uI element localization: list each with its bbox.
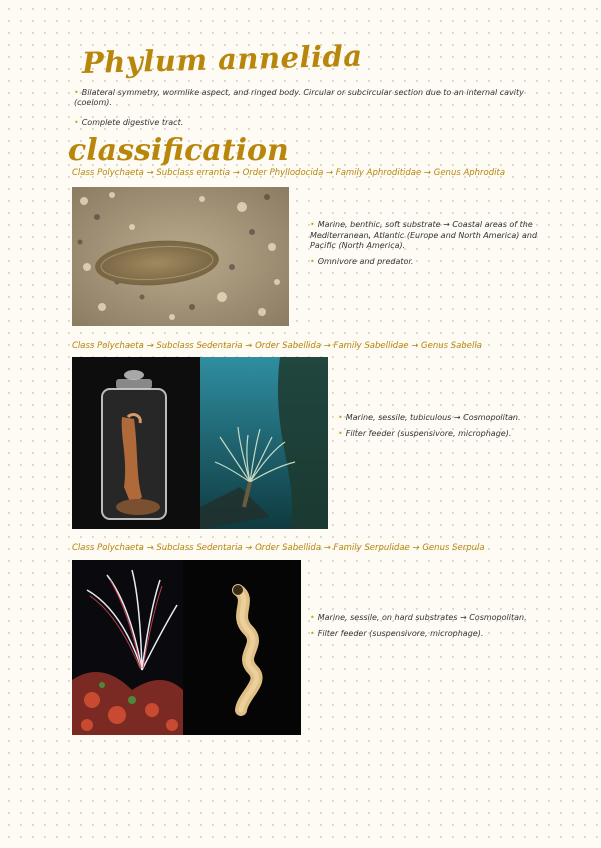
- list-item-text: Marine, sessile, on hard substrates → Cosmopolitan.: [317, 613, 527, 622]
- serpula-fan-photo: [72, 560, 183, 735]
- bullet-dot-icon: •: [338, 428, 343, 438]
- intro-bullet-1: [74, 88, 544, 108]
- list-item-text: Marine, sessile, tubiculous → Cosmopolitan.: [345, 413, 521, 422]
- bullet-dot-icon: •: [310, 256, 315, 266]
- intro-bullet-2-text: Complete digestive tract.: [81, 118, 184, 127]
- bullet-dot-icon: •: [74, 88, 79, 97]
- intro-bullet-1-text: Bilateral symmetry, wormlike aspect, and ringed body. Circular or subcircular section due to an internal cavity (coelom).: [74, 88, 524, 107]
- page-title: Phylum annelida: [81, 38, 363, 80]
- sabella-jar-photo: [72, 357, 200, 529]
- bullet-dot-icon: •: [74, 118, 79, 127]
- list-item: [338, 413, 548, 424]
- list-item-text: Filter feeder (suspensivore, microphage).: [345, 428, 512, 438]
- taxonomy-line-sabella: Class Polychaeta → Subclass Sedentaria → Order Sabellida → Family Sabellidae → Genus Sabella: [72, 341, 482, 351]
- sabella-underwater-photo: [200, 357, 328, 529]
- list-item: [310, 257, 540, 268]
- list-item: [310, 613, 550, 624]
- serpula-description: [310, 613, 550, 644]
- classification-heading: classification: [68, 133, 289, 168]
- list-item-text: Filter feeder (suspensivore, microphage).: [317, 628, 484, 638]
- list-item-text: Omnivore and predator.: [317, 256, 414, 266]
- list-item-text: Marine, benthic, soft substrate → Coastal areas of the Mediterranean, Atlantic (Europe and North America) and Pacific (North America).: [310, 220, 538, 250]
- taxonomy-line-serpula: Class Polychaeta → Subclass Sedentaria → Order Sabellida → Family Serpulidae → Genus Serpula: [72, 543, 485, 553]
- aphrodita-photo: [72, 187, 289, 326]
- bullet-dot-icon: •: [310, 220, 315, 229]
- taxonomy-line-aphrodita: Class Polychaeta → Subclass errantia → Order Phyllodocida → Family Aphroditidae → Genus Aphrodita: [72, 168, 506, 178]
- serpula-tube-photo: [183, 560, 301, 735]
- list-item: [310, 629, 550, 640]
- bullet-dot-icon: •: [338, 413, 343, 422]
- list-item: [338, 429, 548, 440]
- bullet-dot-icon: •: [310, 613, 315, 622]
- sabella-description: [338, 413, 548, 444]
- list-item: [310, 220, 540, 252]
- bullet-dot-icon: •: [310, 628, 315, 638]
- intro-bullet-2: [74, 118, 544, 128]
- aphrodita-description: [310, 220, 540, 272]
